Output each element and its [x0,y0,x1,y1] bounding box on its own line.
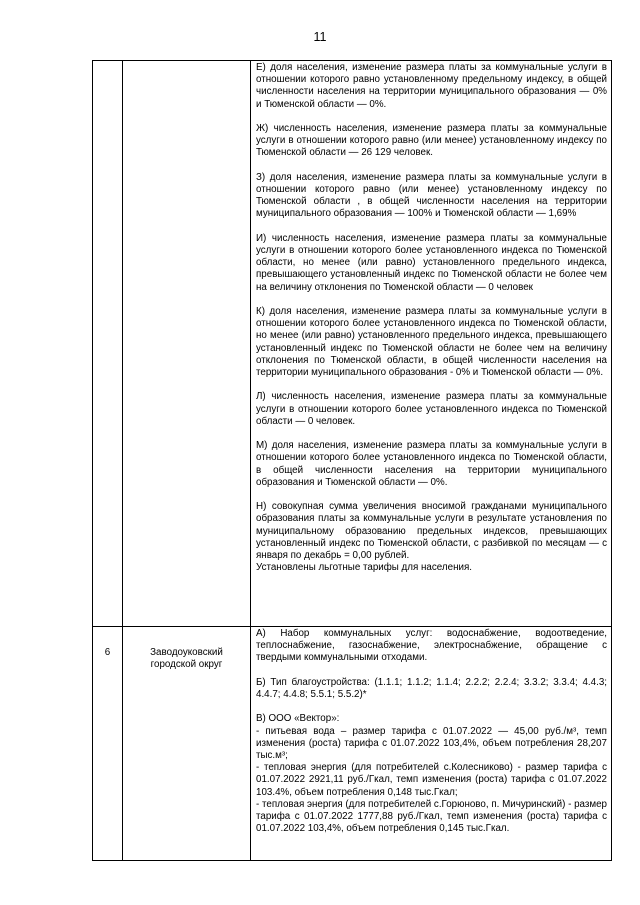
table-row-6 [93,627,612,861]
paragraph-zh: Ж) численность населения, изменение размера платы за коммунальные услуги в отношении которого равно (или менее) установленному индексу по Тюменской области — 26 129 человек. [256,123,607,159]
municipality-cell-empty [123,61,251,627]
page-number: 11 [313,30,327,44]
municipality-cell [123,627,251,861]
row-number: 6 [104,647,111,658]
closing-line: Установлены льготные тарифы для населения. [256,562,472,574]
paragraph-e: Е) доля населения, изменение размера платы за коммунальные услуги в отношении которого равно установленному предельному индексу, в общей численности населения на территории муниципального образования — 0% и Тюменской области — 0%. [256,62,607,110]
paragraph-n: Н) совокупная сумма увеличения вносимой гражданами муниципального образования платы за коммунальные услуги в результате установления по муниципальному образованию предельных индексов, превышающих установленный индекс по Тюменской области, с разбивкой по месяцам — с января по декабрь = 0,00 рублей. [256,501,607,562]
paragraph-k: К) доля населения, изменение размера платы за коммунальные услуги в отношении которого более установленного индекса по Тюменской области, но менее (или равно) установленного предельного индекса, превышающего установленный индекс по Тюменской области не более чем на величину отклонения по Тюменской области, в общей численности населения на территории муниципального образования - 0% и Тюменской области — 0%. [256,306,607,379]
paragraph-i: И) численность населения, изменение размера платы за коммунальные услуги в отношении которого более установленного индекса по Тюменской области, но менее (или равно) установленного предельного индекса, превышающего установленный индекс по Тюменской области не более чем на величину отклонения по Тюменской области — 0 человек [256,232,607,293]
heat-tariff-kolesnikovo-line: - тепловая энергия (для потребителей с.Колесниково) - размер тарифа с 01.07.2022 2921,11 руб./Гкал, темп изменения (роста) тарифа с 01.07.2022 103.4%, объем потребления 0,148 тыс.Гкал; [256,762,607,798]
tariffs-cell [251,627,612,861]
municipality-name: Заводоуковский городской округ [150,647,223,671]
water-tariff-line: - питьевая вода – размер тарифа с 01.07.2022 — 45,00 руб./м³, темп изменения (роста) тарифа с 01.07.2022 103,4%, объем потребления 28,207 тыс.м³; [256,725,607,761]
tariff-table [92,60,612,861]
paragraph-z: З) доля населения, изменение размера платы за коммунальные услуги в отношении которого равно (или менее) установленному индексу по Тюменской области , в общей численности населения на территории муниципального образования — 100% и Тюменской области — 1,69% [256,171,607,220]
paragraph-v-title: В) ООО «Вектор»: [256,713,340,725]
paragraph-b: Б) Тип благоустройства: (1.1.1; 1.1.2; 1.1.4; 2.2.2; 2.2.4; 3.3.2; 3.3.4; 4.4.3; 4.4.7; 4.4.8; 5.5.1; 5.5.2)* [256,676,607,700]
indicators-cell [251,61,612,627]
table-row-continued [93,61,612,627]
paragraph-m: М) доля населения, изменение размера платы за коммунальные услуги в отношении которого более установленного индекса по Тюменской области, в общей численности населения на территории муниципального образования и Тюменской области — 0%. [256,440,607,488]
paragraph-a: А) Набор коммунальных услуг: водоснабжение, водоотведение, теплоснабжение, газоснабжение, электроснабжение, обращение с твердыми коммунальными отходами. [256,628,607,664]
number-cell-empty [93,61,123,627]
heat-tariff-goryunovo-line: - тепловая энергия (для потребителей с.Горюново, п. Мичуринский) - размер тарифа с 01.07.2022 1777,88 руб./Гкал, темп изменения (роста) тарифа с 01.07.2022 103,4%, объем потребления 0,145 тыс.Гкал. [256,798,607,835]
number-cell [93,627,123,861]
paragraph-l: Л) численность населения, изменение размера платы за коммунальные услуги в отношении которого более установленного индекса по Тюменской области — 0 человек. [256,391,607,427]
